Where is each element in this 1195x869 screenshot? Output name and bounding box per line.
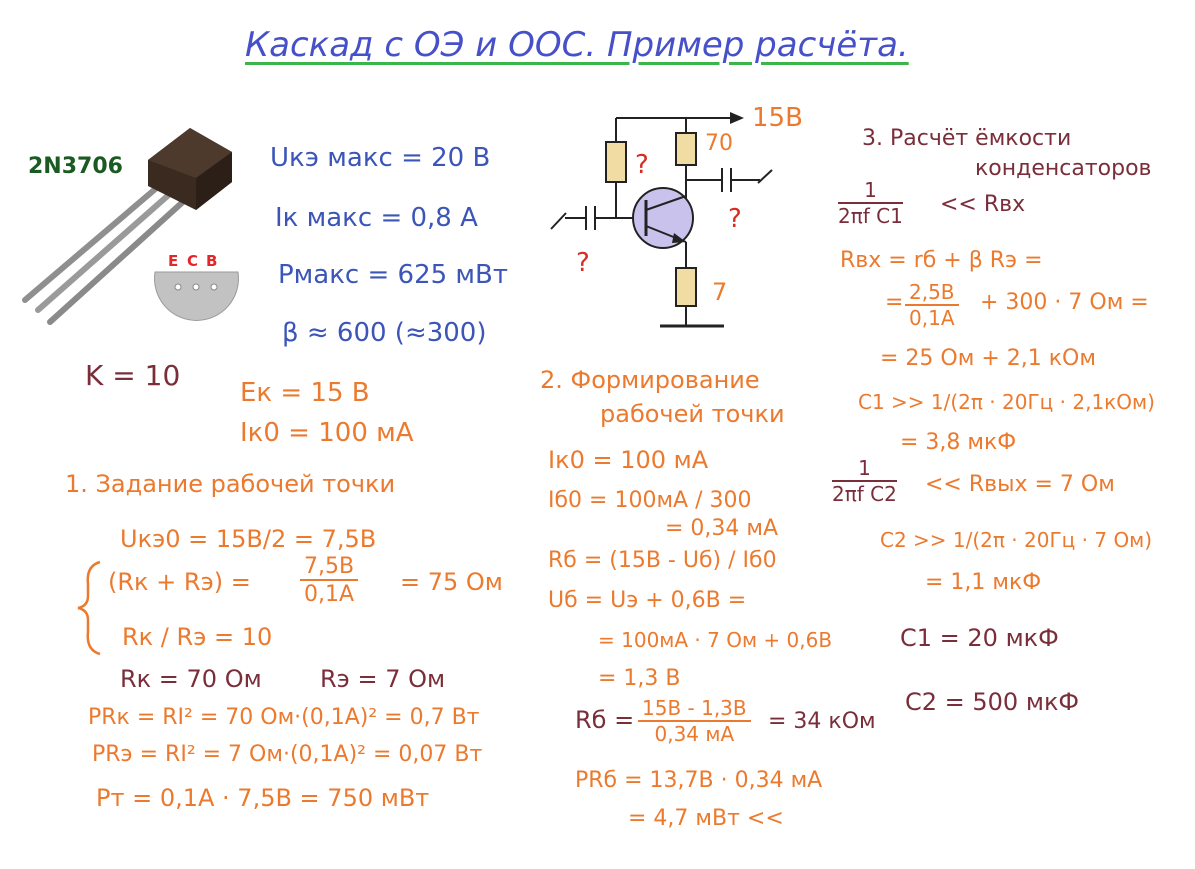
section1-sum-den: 0,1А xyxy=(304,582,355,608)
section3-cond2-num: 1 xyxy=(832,458,897,482)
section3-heading-line2: конденсаторов xyxy=(975,156,1152,181)
given-supply: Eк = 15 В xyxy=(240,378,370,408)
section1-sum-num: 7,5В xyxy=(300,555,358,581)
spec-p-max: Pмакс = 625 мВт xyxy=(278,260,509,290)
section2-prb-result: = 4,7 мВт << xyxy=(628,806,784,831)
section1-sum-lhs: (Rк + Rэ) = xyxy=(108,568,251,596)
section1-rk: Rк = 70 Ом xyxy=(120,665,262,693)
section3-rin-den: 0,1А xyxy=(909,306,955,330)
circuit-unknown-3: ? xyxy=(576,248,590,278)
section1-re: Rэ = 7 Ом xyxy=(320,665,446,693)
section2-rb-lhs: Rб = xyxy=(575,706,635,734)
section1-power-transistor: Pт = 0,1А · 7,5В = 750 мВт xyxy=(96,784,430,812)
section2-heading-line2: рабочей точки xyxy=(600,400,785,428)
section3-heading-line1: 3. Расчёт ёмкости xyxy=(862,126,1072,151)
section3-rin-result: = 25 Ом + 2,1 кОм xyxy=(880,346,1096,371)
section2-ib0-result: = 0,34 мА xyxy=(665,516,779,541)
section1-heading: 1. Задание рабочей точки xyxy=(65,470,396,498)
section2-prb: PRб = 13,7В · 0,34 мА xyxy=(575,768,823,793)
section2-rb: Rб = (15В - Uб) / Iб0 xyxy=(548,548,777,573)
section3-c1-result: = 3,8 мкФ xyxy=(900,430,1017,455)
section3-c2-inequality: C2 >> 1/(2π · 20Гц · 7 Ом) xyxy=(880,528,1153,552)
spec-ic-max: Iк макс = 0,8 А xyxy=(275,203,478,233)
pinout-icon xyxy=(155,272,239,320)
given-gain: K = 10 xyxy=(85,359,181,392)
resistor-re-icon xyxy=(676,268,696,306)
section2-ub: Uб = Uэ + 0,6В = xyxy=(548,588,747,613)
pin-label-e: E xyxy=(168,252,179,270)
section3-rin-fraction xyxy=(905,282,959,329)
section3-rin: Rвх = rб + β Rэ = xyxy=(840,248,1043,273)
section3-cond1-den: 2πf C1 xyxy=(838,204,903,228)
circuit-unknown-1: ? xyxy=(635,150,649,180)
resistor-rk-icon xyxy=(676,133,696,165)
section3-cond2-den: 2πf C2 xyxy=(832,482,897,506)
circuit-re-label: 7 xyxy=(712,278,728,306)
section1-ratio: Rк / Rэ = 10 xyxy=(122,623,273,651)
resistor-rb-icon xyxy=(606,142,626,182)
section2-ib0: Iб0 = 100мА / 300 xyxy=(548,488,752,513)
given-collector-current: Iк0 = 100 мА xyxy=(240,418,414,448)
section2-ub-calc: = 100мА · 7 Ом + 0,6В xyxy=(598,628,833,652)
section3-cond1-fraction xyxy=(838,180,903,227)
section3-c1-final: C1 = 20 мкФ xyxy=(900,624,1059,652)
section3-cond1-rhs: << Rвх xyxy=(940,192,1026,217)
equation-brace xyxy=(78,562,100,654)
section2-rb-result: = 34 кОм xyxy=(768,709,876,734)
pin-label-b: B xyxy=(206,252,218,270)
section2-rb-den: 0,34 мА xyxy=(654,722,735,746)
section1-sum-rhs: = 75 Ом xyxy=(400,568,503,596)
section3-cond2-fraction xyxy=(832,458,897,505)
spec-uce-max: Uкэ макс = 20 В xyxy=(270,143,491,173)
circuit-supply-label: 15В xyxy=(752,103,803,133)
page-title: Каскад с ОЭ и ООС. Пример расчёта. xyxy=(245,25,909,65)
section2-rb-fraction xyxy=(638,698,751,745)
section1-uce: Uкэ0 = 15В/2 = 7,5В xyxy=(120,525,377,553)
section3-rin-eq: = xyxy=(885,290,904,315)
section3-cond2-rhs: << Rвых = 7 Ом xyxy=(925,472,1115,497)
section3-cond1-num: 1 xyxy=(838,180,903,204)
section1-sum-fraction xyxy=(300,555,358,606)
section2-heading-line1: 2. Формирование xyxy=(540,366,760,394)
section2-ic0: Iк0 = 100 мА xyxy=(548,446,709,474)
section2-ub-result: = 1,3 В xyxy=(598,666,681,691)
section3-rin-tail: + 300 · 7 Ом = xyxy=(980,290,1149,315)
circuit-rk-label: 70 xyxy=(705,131,733,156)
part-number-label: 2N3706 xyxy=(28,154,123,179)
section3-c1-inequality: C1 >> 1/(2π · 20Гц · 2,1кОм) xyxy=(858,390,1155,414)
circuit-unknown-2: ? xyxy=(728,204,742,234)
section1-power-rk: PRк = RI² = 70 Ом·(0,1А)² = 0,7 Вт xyxy=(88,705,480,730)
section3-rin-num: 2,5В xyxy=(905,282,959,306)
section3-c2-final: C2 = 500 мкФ xyxy=(905,688,1080,716)
spec-beta: β ≈ 600 (≈300) xyxy=(282,318,487,348)
section3-c2-result: = 1,1 мкФ xyxy=(925,570,1042,595)
section2-rb-num: 15В - 1,3В xyxy=(638,698,751,722)
section1-power-re: PRэ = RI² = 7 Ом·(0,1А)² = 0,07 Вт xyxy=(92,742,483,767)
pin-label-c: C xyxy=(187,252,199,270)
